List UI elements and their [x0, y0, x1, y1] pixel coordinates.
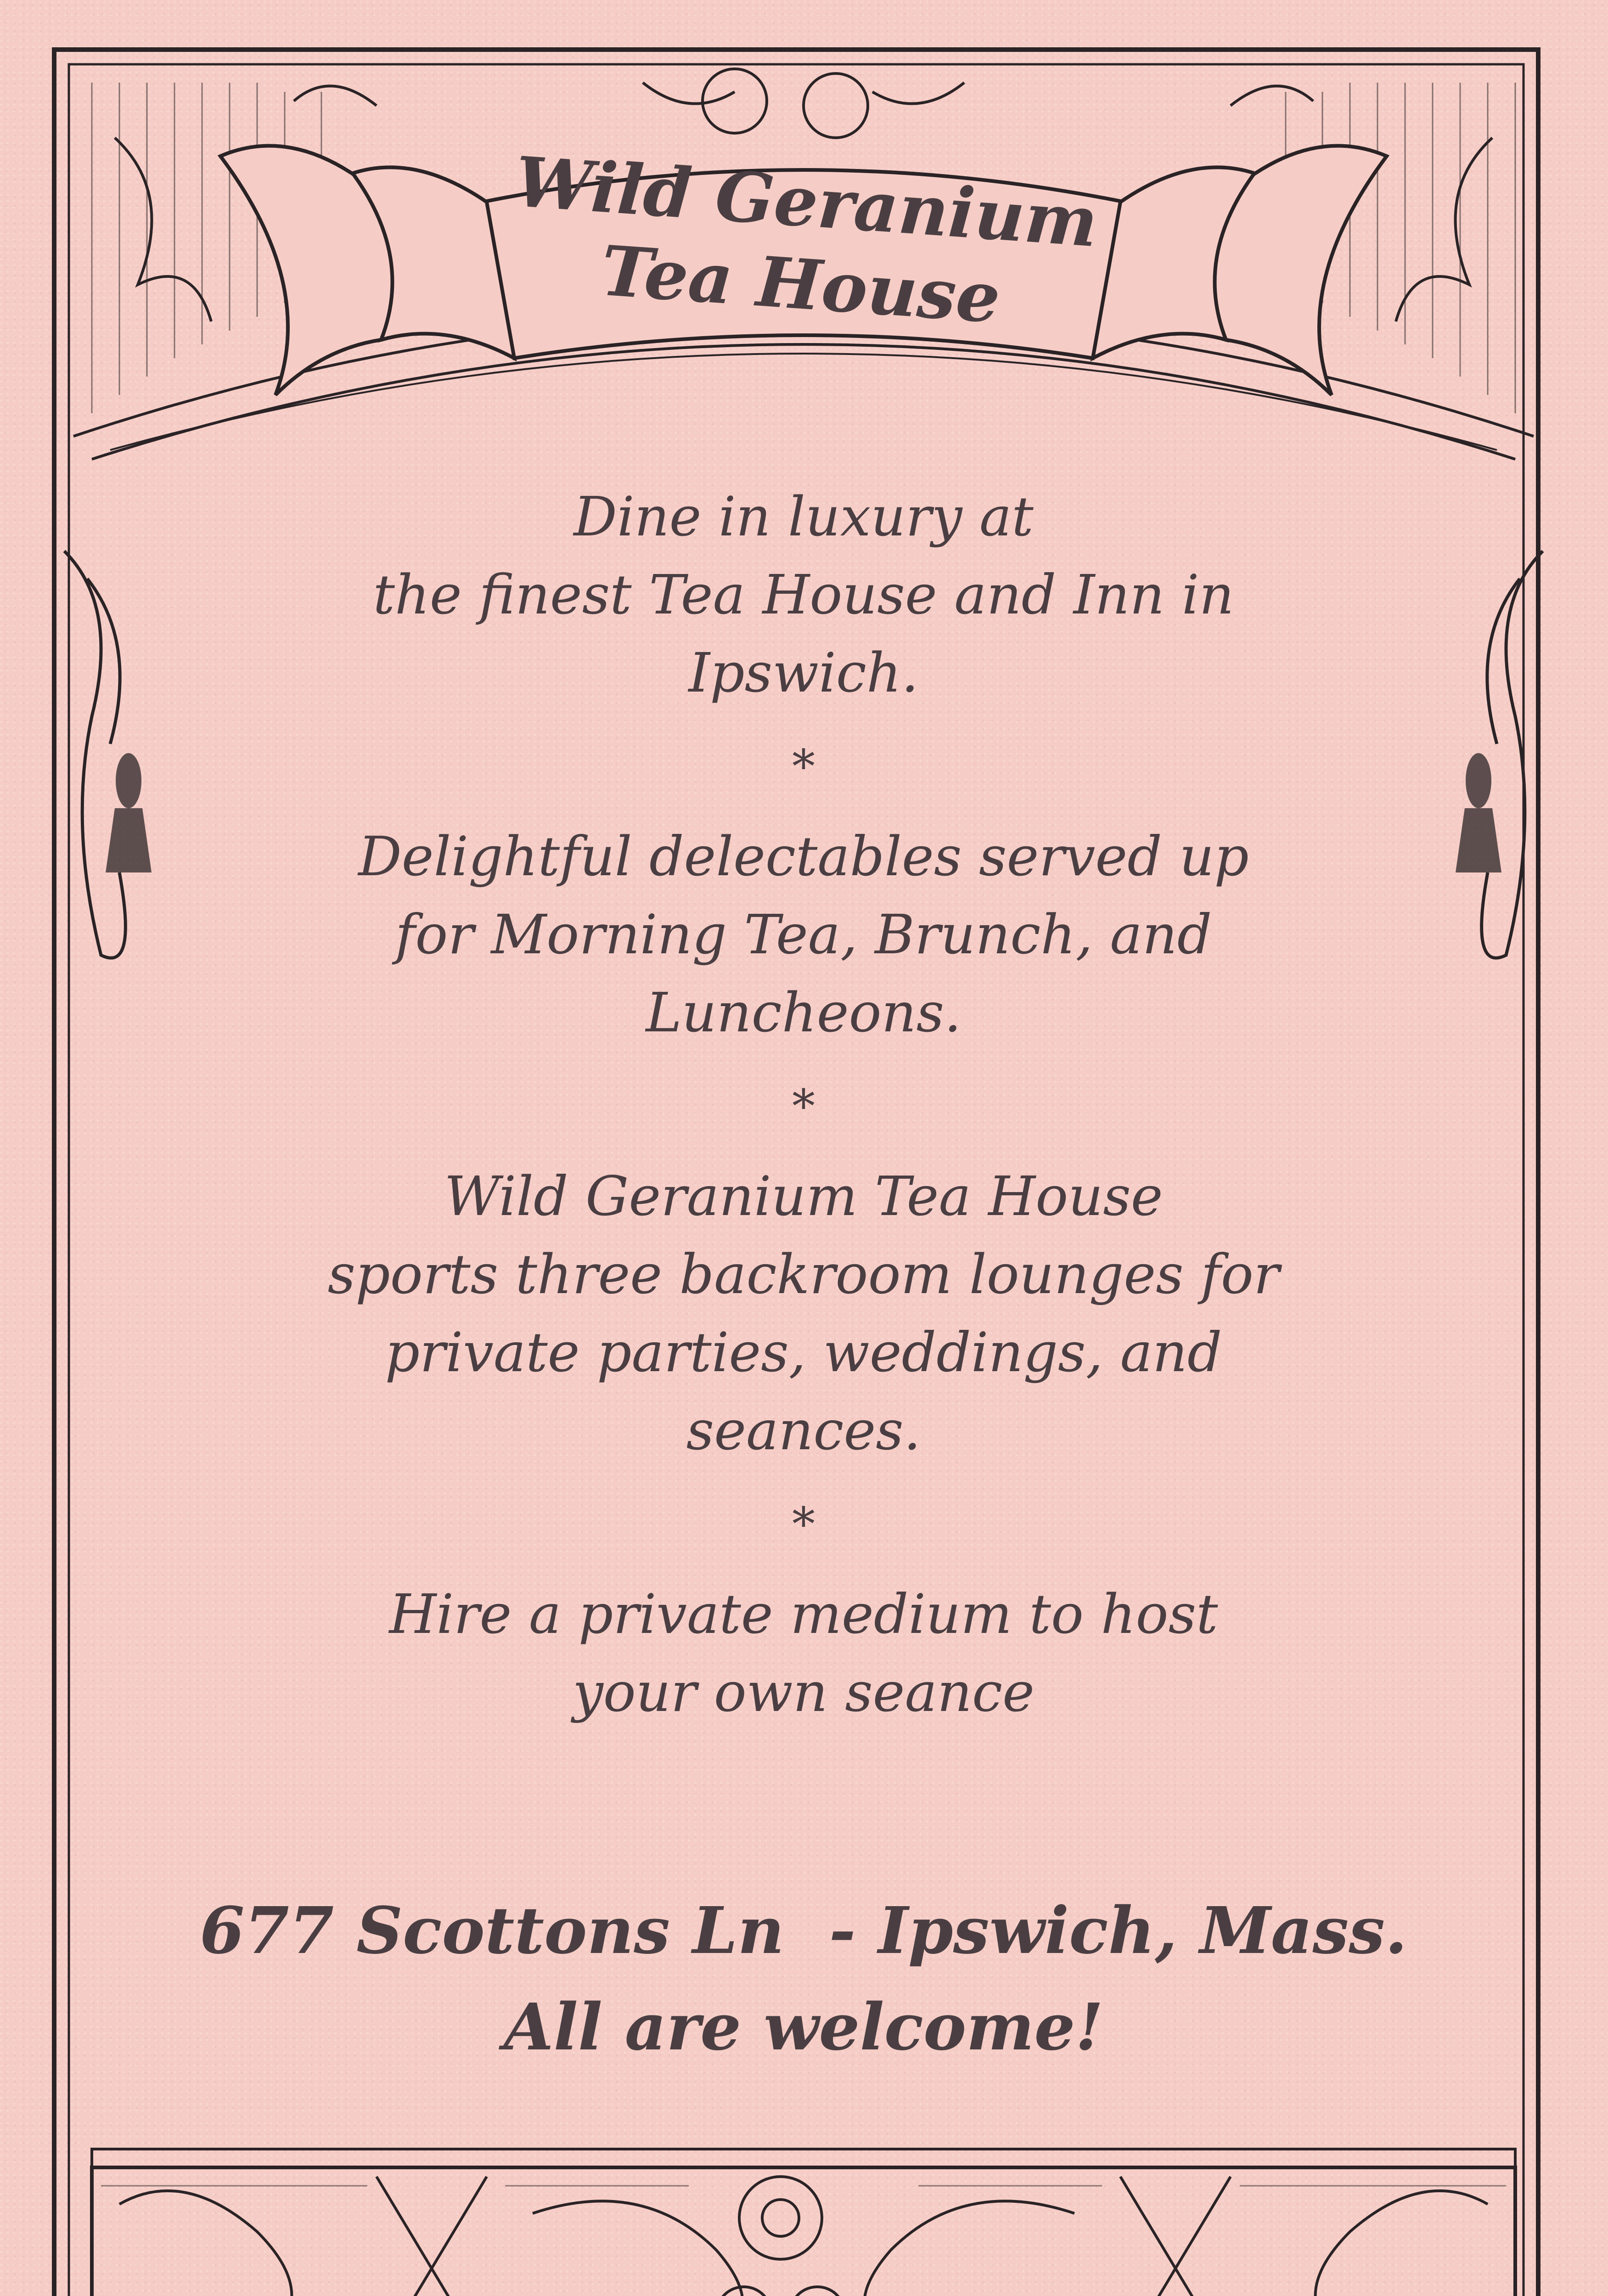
- lounges-line-3: private parties, weddings, and: [385, 1321, 1222, 1384]
- delectables-line-3: Luncheons.: [646, 981, 961, 1044]
- welcome-text: All are welcome!: [503, 1990, 1104, 2065]
- medium-line-1: Hire a private medium to host: [389, 1582, 1218, 1646]
- street-address: 677 Scottons Ln - Ipswich, Mass.: [200, 1893, 1407, 1969]
- paragraph-medium: [275, 1575, 1332, 1731]
- paragraph-delectables: [275, 817, 1332, 1052]
- advertisement-body: [275, 478, 1332, 1731]
- dine-line-1: Dine in luxury at: [573, 485, 1034, 548]
- lounges-line-1: Wild Geranium Tea House: [444, 1165, 1163, 1228]
- paragraph-dine: [275, 478, 1332, 712]
- dine-line-3: Ipswich.: [688, 641, 919, 704]
- dine-line-2: the finest Tea House and Inn in: [373, 563, 1234, 626]
- lounges-line-4: seances.: [686, 1399, 921, 1462]
- medium-line-2: your own seance: [573, 1660, 1035, 1724]
- title-line-2: Tea House: [598, 230, 1003, 339]
- title-line-1: Wild Geranium: [512, 141, 1101, 263]
- address-block: [174, 1883, 1433, 2076]
- lounges-line-2: sports three backroom lounges for: [327, 1243, 1280, 1306]
- delectables-line-2: for Morning Tea, Brunch, and: [395, 903, 1212, 966]
- separator-2: *: [792, 1080, 815, 1133]
- separator-1: *: [792, 740, 815, 793]
- paragraph-lounges: [275, 1157, 1332, 1469]
- delectables-line-1: Delightful delectables served up: [358, 825, 1249, 888]
- separator-3: *: [792, 1497, 815, 1551]
